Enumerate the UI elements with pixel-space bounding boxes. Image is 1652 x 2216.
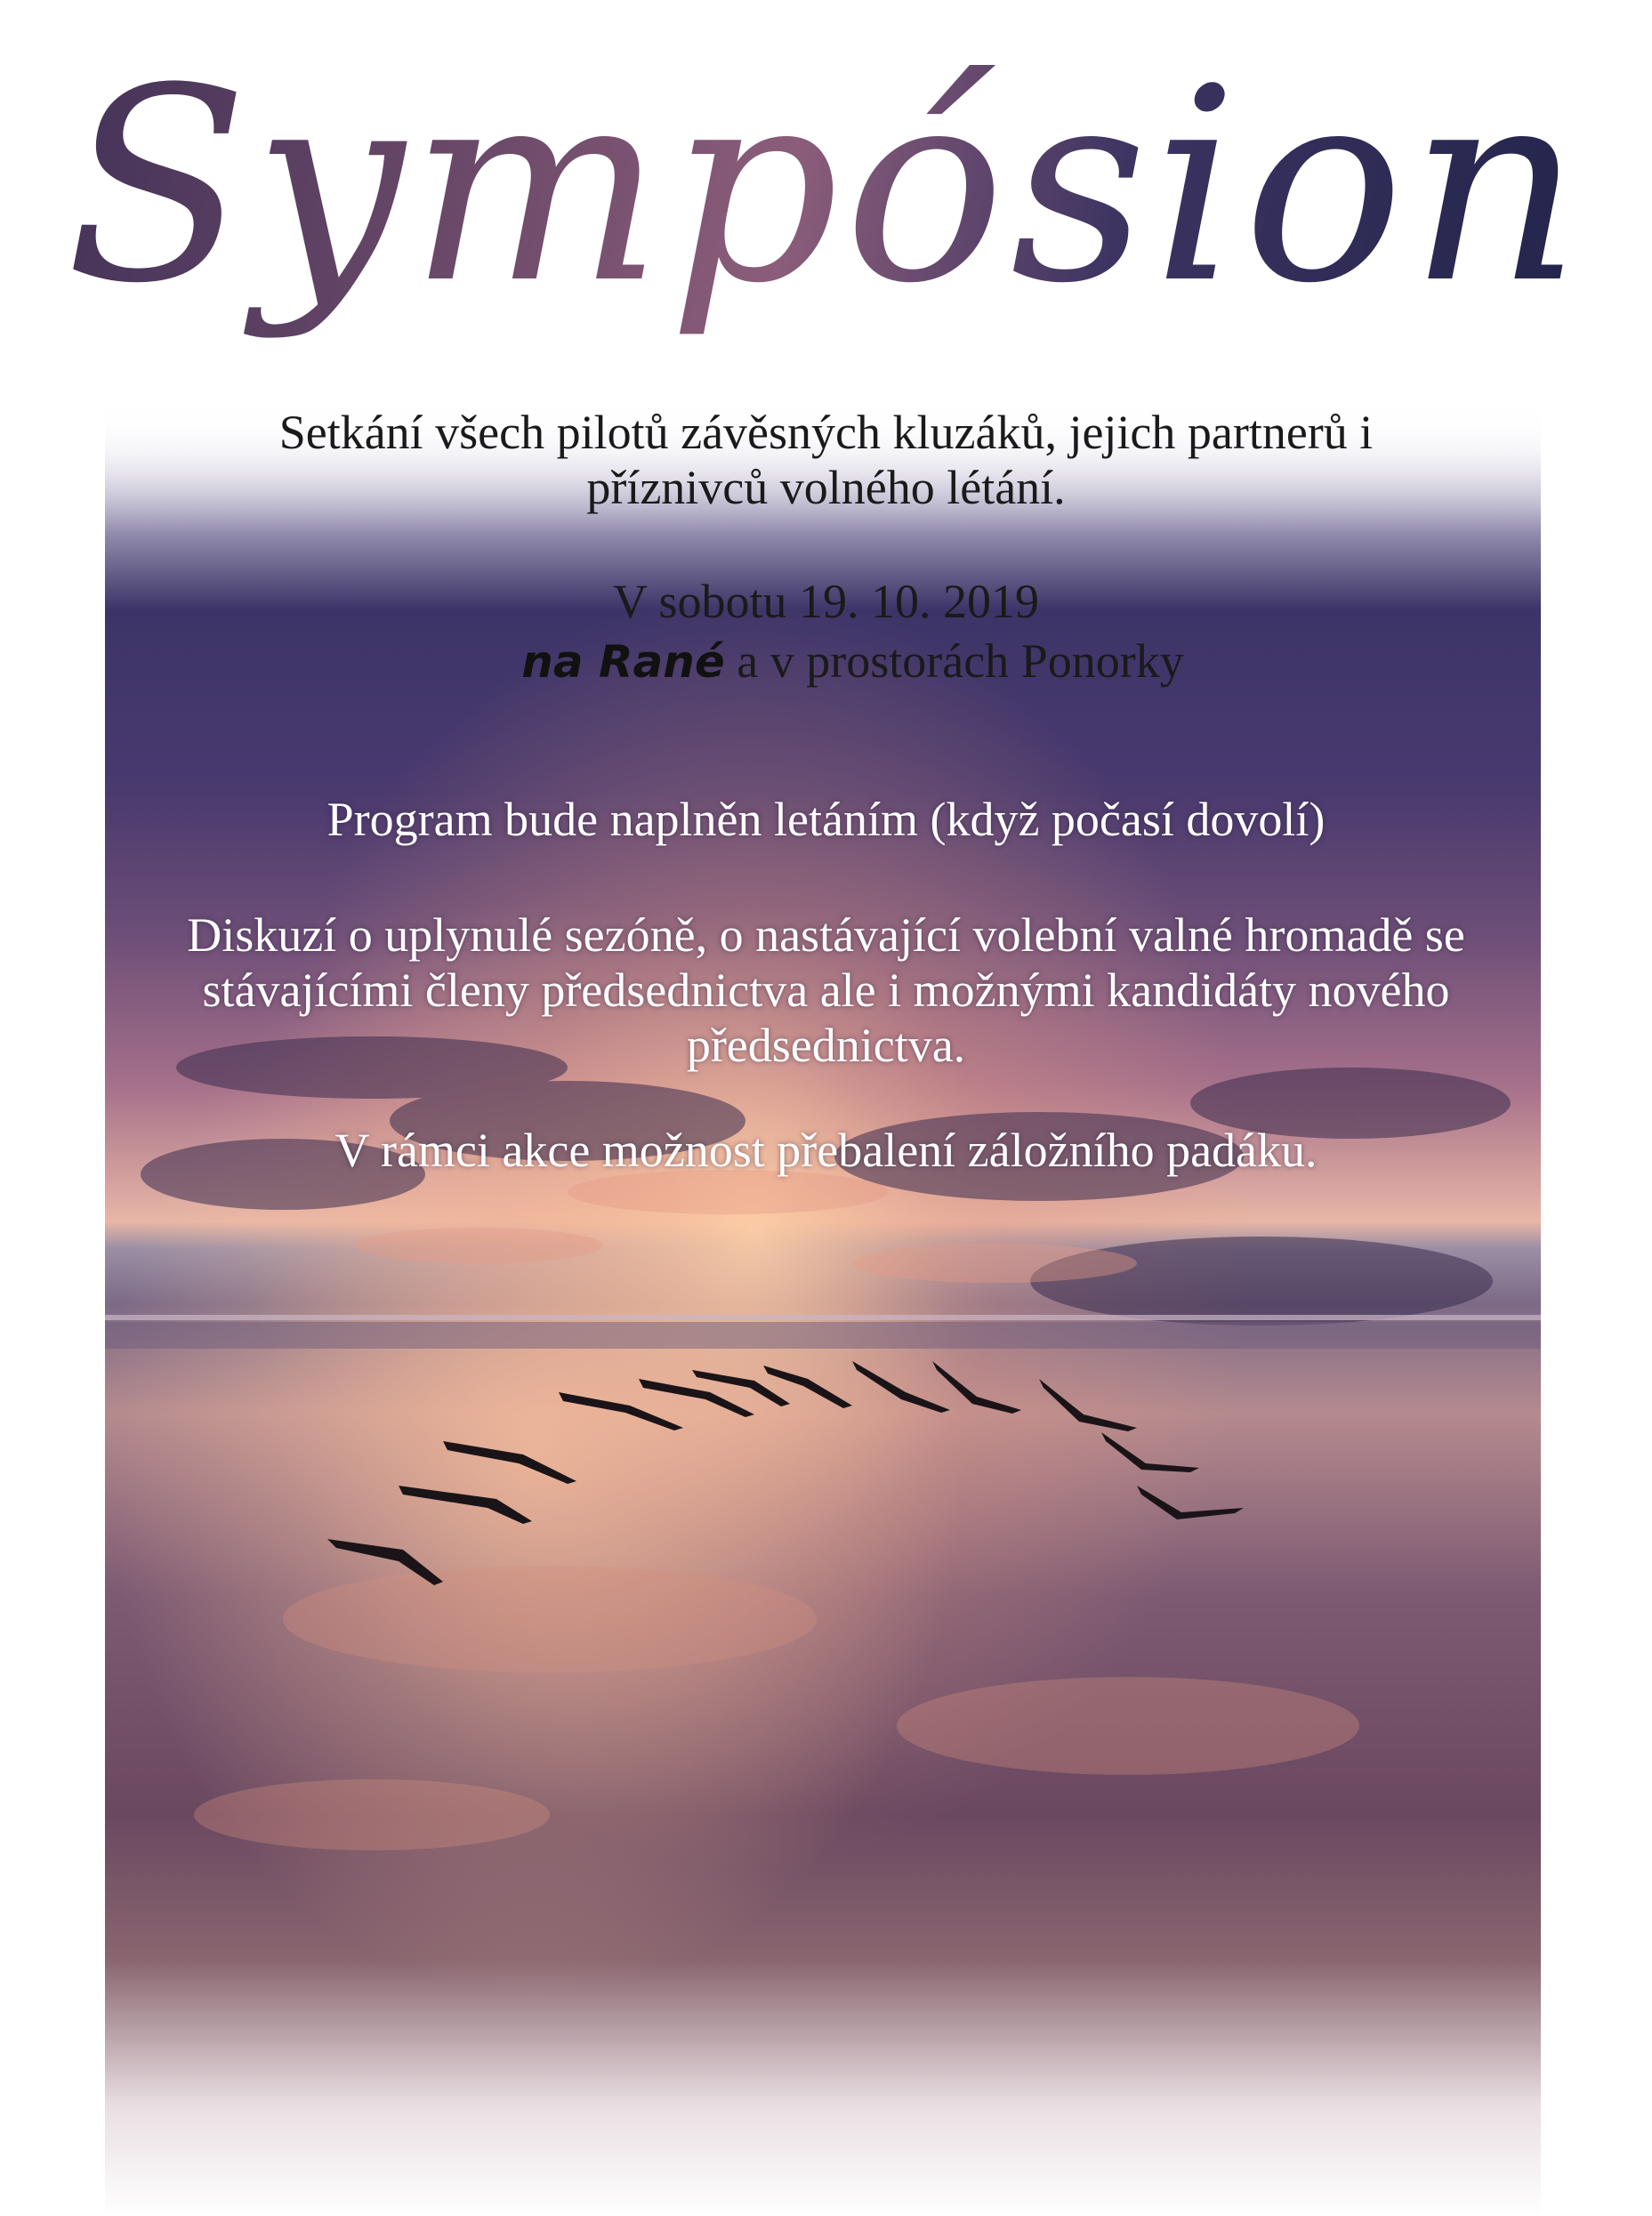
event-date: V sobotu 19. 10. 2019 (612, 575, 1040, 628)
discussion-line: Diskuzí o uplynulé sezóně, o nastávající volební valné hromadě se stávajícími členy předsednictva ale i možnými kandidáty nového předsednictva. (187, 908, 1465, 1072)
place-name: na Rané (521, 636, 725, 688)
program-text: Program bude naplněn letáním (když počasí dovolí) (326, 793, 1326, 846)
poster-title: Sympósion (0, 36, 1652, 338)
intro-line: Setkání všech pilotů závěsných kluzáků, jejich partnerů i příznivců volného létání. (278, 406, 1374, 514)
packing-text: V rámci akce možnost přebalení záložního padáku. (334, 1124, 1318, 1177)
event-location (0, 633, 1652, 689)
discussion-text (0, 907, 1652, 1073)
intro-text (0, 405, 1652, 515)
place-rest: a v prostorách Ponorky (724, 634, 1184, 688)
